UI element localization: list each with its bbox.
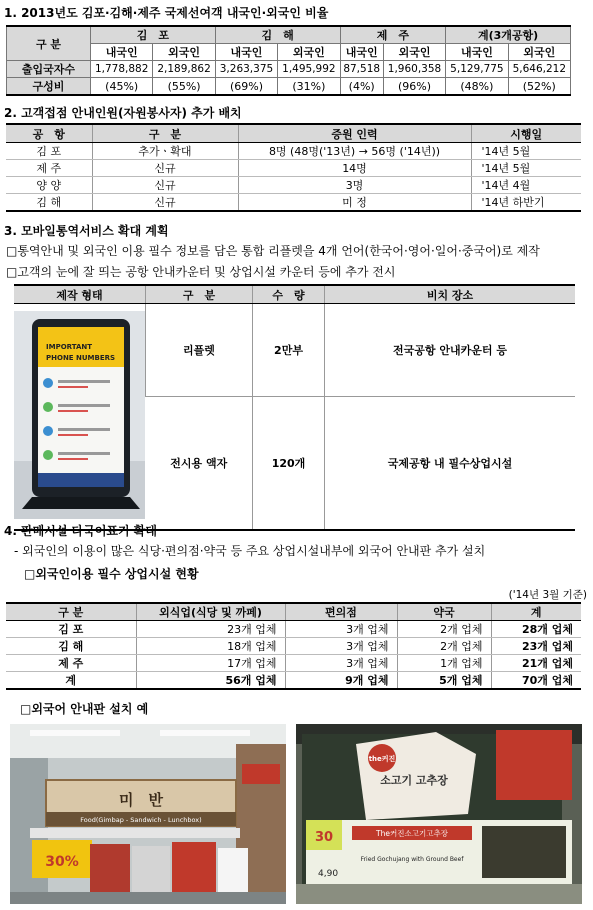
table-row	[6, 638, 581, 655]
col-total: 계	[491, 603, 581, 621]
table-row	[6, 177, 581, 194]
cell: 1,495,992	[278, 61, 340, 78]
cell: 5,646,212	[508, 61, 570, 78]
row-label: 출입국자수	[7, 61, 91, 78]
col-qty: 수 량	[253, 285, 325, 304]
cell: 2개 업체	[397, 621, 491, 638]
col-place: 비치 장소	[325, 285, 576, 304]
cell: 14명	[238, 160, 471, 177]
cell: 김 해	[6, 638, 136, 655]
dash-line: - 외국인의 이용이 많은 식당·편의점·약국 등 주요 상업시설내부에 외국어 안내판 추가 설치	[14, 544, 486, 558]
cell: (48%)	[446, 78, 508, 96]
cell: '14년 5월	[471, 143, 581, 160]
group-gimpo: 김 포	[91, 26, 216, 44]
cell: 23개 업체	[136, 621, 285, 638]
cell: 8명 (48명('13년) → 56명 ('14년))	[238, 143, 471, 160]
table-row	[6, 194, 581, 212]
cell: 3개 업체	[285, 655, 397, 672]
cell: 1,778,882	[91, 61, 153, 78]
cell: 23개 업체	[491, 638, 581, 655]
cell: (31%)	[278, 78, 340, 96]
col-restaurant: 외식업(식당 및 까페)	[136, 603, 285, 621]
ratio-table	[6, 25, 571, 96]
cell: 양 양	[6, 177, 92, 194]
cell: 2만부	[253, 304, 325, 397]
cell: '14년 하반기	[471, 194, 581, 212]
cell: 120개	[253, 397, 325, 531]
cell: 계	[65, 674, 77, 687]
bullet-2: □고객의 눈에 잘 띄는 공항 안내카운터 및 상업시설 카운터 등에 추가 전시	[6, 265, 396, 279]
col-airport: 공 항	[6, 124, 92, 143]
row-ratio	[7, 78, 571, 96]
table-row	[6, 621, 581, 638]
cell: 56개 업체	[136, 672, 285, 690]
cell: 전시용 액자	[146, 397, 253, 531]
col-type: 구 분	[92, 124, 238, 143]
shelf-label: The커진소고기고추장	[376, 829, 448, 838]
subtitle: □외국인이용 필수 상업시설 현황	[24, 567, 199, 581]
cell: 김 포	[6, 143, 92, 160]
col-pharmacy: 약국	[397, 603, 491, 621]
cell: (96%)	[383, 78, 445, 96]
shelf-price: 4,90	[318, 869, 339, 879]
cell: (69%)	[215, 78, 277, 96]
cell: 21개 업체	[491, 655, 581, 672]
cell: 5,129,775	[446, 61, 508, 78]
cell: (55%)	[153, 78, 215, 96]
cell: 김 해	[6, 194, 92, 212]
cell: 70개 업체	[491, 672, 581, 690]
group-jeju: 제 주	[340, 26, 446, 44]
price-tag: 30%	[45, 854, 79, 870]
sign-subtitle: Food(Gimbap - Sandwich - Lunchbox)	[80, 816, 202, 824]
sign-title: 미 반	[119, 791, 163, 809]
cell: 김 포	[6, 621, 136, 638]
cell: 3개 업체	[285, 638, 397, 655]
table-row	[6, 655, 581, 672]
phone-numbers-stand-photo	[14, 311, 145, 519]
cell: 전국공항 안내카운터 등	[325, 304, 576, 397]
cell: 1개 업체	[397, 655, 491, 672]
cell: 미 정	[238, 194, 471, 212]
cell: (45%)	[91, 78, 153, 96]
col-form: 제작 형태	[14, 285, 146, 304]
cell: 18개 업체	[136, 638, 285, 655]
cell: 2개 업체	[397, 638, 491, 655]
section2-title: 2. 고객접점 안내인원(자원봉사자) 추가 배치	[4, 106, 242, 120]
discount-tag: 30	[314, 830, 334, 845]
cell: 3,263,375	[215, 61, 277, 78]
section1-title: 1. 2013년도 김포·김해·제주 국제선여객 내국인·외국인 비율	[4, 6, 329, 20]
cell: 3개 업체	[285, 621, 397, 638]
sub-domestic: 내국인	[446, 44, 508, 61]
facility-table	[6, 602, 581, 690]
cell: 신규	[92, 177, 238, 194]
cell: 9개 업체	[285, 672, 397, 690]
bullet-1: □통역안내 및 외국인 이용 필수 정보를 담은 통합 리플렛을 4개 언어(한국어·영어·일어·중국어)로 제작	[6, 244, 540, 258]
cell: 1,960,358	[383, 61, 445, 78]
row-label: 구성비	[7, 78, 91, 96]
sub-foreign: 외국인	[383, 44, 445, 61]
cell: '14년 4월	[471, 177, 581, 194]
sub-foreign: 외국인	[153, 44, 215, 61]
sub-domestic: 내국인	[215, 44, 277, 61]
group-gimhae: 김 해	[215, 26, 340, 44]
corner-cell: 구 분	[7, 26, 91, 61]
table-row	[6, 160, 581, 177]
example-title: □외국어 안내판 설치 예	[20, 702, 149, 716]
cell: 87,518	[340, 61, 383, 78]
row-passengers	[7, 61, 571, 78]
photo-heading-1: IMPORTANT	[46, 343, 93, 351]
cell: 국제공항 내 필수상업시설	[325, 397, 576, 531]
cell: (4%)	[340, 78, 383, 96]
cell: 3명	[238, 177, 471, 194]
sub-domestic: 내국인	[91, 44, 153, 61]
sub-foreign: 외국인	[508, 44, 570, 61]
col-date: 시행일	[471, 124, 581, 143]
cell: 5개 업체	[397, 672, 491, 690]
section3-title: 3. 모바일통역서비스 확대 계획	[4, 224, 169, 238]
col-division: 구 분	[6, 603, 136, 621]
cell: '14년 5월	[471, 160, 581, 177]
cell: 신규	[92, 160, 238, 177]
table-row	[6, 143, 581, 160]
cell: 2,189,862	[153, 61, 215, 78]
sub-foreign: 외국인	[278, 44, 340, 61]
cell: 제 주	[6, 160, 92, 177]
photo-cell	[14, 304, 146, 531]
sub-domestic: 내국인	[340, 44, 383, 61]
col-type: 구 분	[146, 285, 253, 304]
col-staff: 증원 인력	[238, 124, 471, 143]
cell: 추가ㆍ확대	[92, 143, 238, 160]
mobile-table	[14, 284, 575, 531]
product-label-photo	[296, 724, 582, 904]
section4-title: 4. 판매시설 다국어표기 확대	[4, 524, 157, 538]
product-name: 소고기 고추장	[380, 774, 448, 787]
cell: 제 주	[6, 655, 136, 672]
cell: 신규	[92, 194, 238, 212]
date-note: ('14년 3월 기준)	[508, 589, 587, 601]
shelf-label-english: Fried Gochujang with Ground Beef	[360, 856, 464, 863]
group-total: 계(3개공항)	[446, 26, 571, 44]
cell: (52%)	[508, 78, 570, 96]
product-brand: the커진	[368, 755, 396, 763]
staff-table	[6, 123, 581, 212]
table-row-total	[6, 672, 581, 690]
cell: 17개 업체	[136, 655, 285, 672]
restaurant-sign-photo	[10, 724, 286, 904]
col-convenience: 편의점	[285, 603, 397, 621]
cell: 리플렛	[146, 304, 253, 397]
photo-heading-2: PHONE NUMBERS	[46, 354, 116, 362]
cell: 28개 업체	[491, 621, 581, 638]
table-row	[14, 304, 575, 397]
